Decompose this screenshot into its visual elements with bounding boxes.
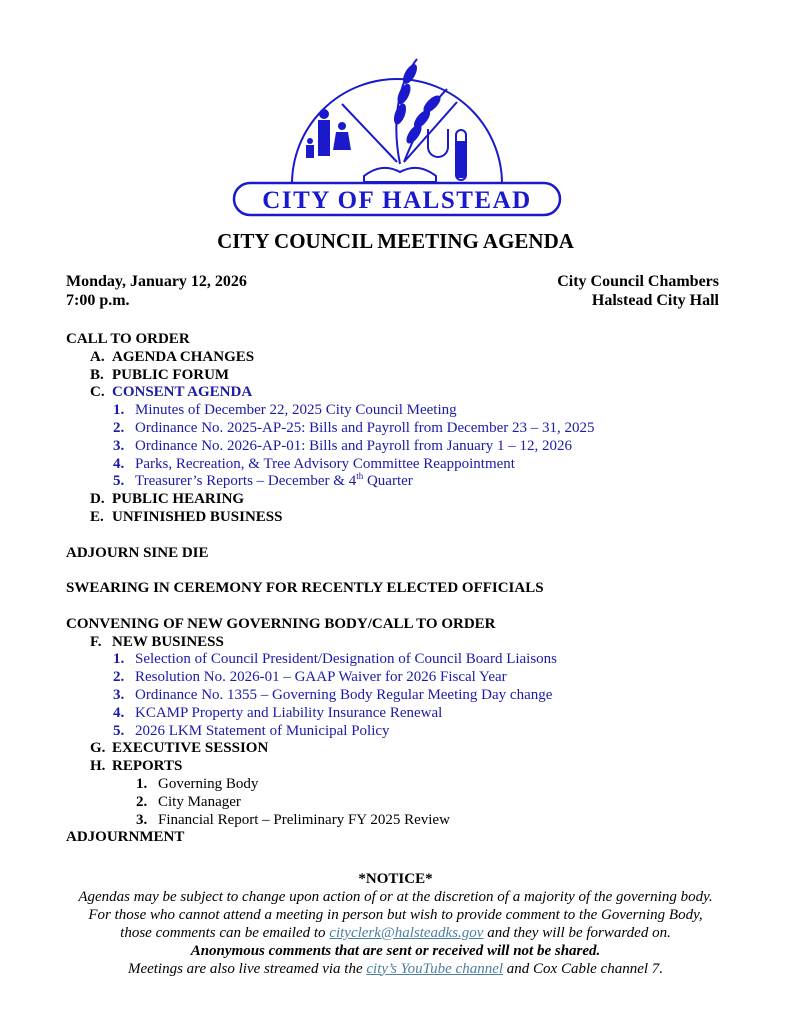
agenda-item-c: C. CONSENT AGENDA bbox=[90, 384, 253, 401]
lab-icon bbox=[428, 129, 466, 180]
call-to-order: CALL TO ORDER bbox=[66, 331, 190, 347]
agenda-item-d: D. PUBLIC HEARING bbox=[90, 491, 245, 508]
meeting-date: Monday, January 12, 2026 bbox=[66, 273, 247, 290]
notice-line: those comments can be emailed to cityclerk@halsteadks.gov and they will be forwarded on. bbox=[120, 924, 671, 941]
report-item: 3. Financial Report – Preliminary FY 2025 Review bbox=[136, 811, 450, 828]
consent-item: 3. Ordinance No. 2026-AP-01: Bills and Payroll from January 1 – 12, 2026 bbox=[113, 437, 573, 454]
agenda-list bbox=[66, 331, 766, 847]
meeting-time: 7:00 p.m. bbox=[66, 292, 130, 309]
new-business-item: 1. Selection of Council President/Designation of Council Board Liaisons bbox=[113, 651, 558, 668]
agenda-item-a: A. AGENDA CHANGES bbox=[90, 348, 255, 365]
consent-item: 2. Ordinance No. 2025-AP-25: Bills and Payroll from December 23 – 31, 2025 bbox=[113, 419, 595, 436]
consent-item: 1. Minutes of December 22, 2025 City Council Meeting bbox=[113, 402, 457, 419]
report-item: 2. City Manager bbox=[136, 793, 241, 810]
notice-line: Anonymous comments that are sent or received will not be shared. bbox=[190, 942, 601, 959]
agenda-item-h: H. REPORTS bbox=[90, 758, 183, 775]
adjourn-sine-die: ADJOURN SINE DIE bbox=[66, 544, 209, 561]
youtube-link[interactable]: city’s YouTube channel bbox=[366, 960, 504, 977]
family-icon bbox=[306, 109, 351, 158]
adjournment: ADJOURNMENT bbox=[66, 829, 185, 846]
new-business-item: 3. Ordinance No. 1355 – Governing Body Regular Meeting Day change bbox=[113, 686, 553, 703]
notice-heading: *NOTICE* bbox=[358, 871, 433, 887]
logo-banner bbox=[234, 183, 560, 215]
agenda-item-e: E. UNFINISHED BUSINESS bbox=[90, 508, 283, 525]
meeting-location: City Council Chambers bbox=[557, 273, 719, 290]
convening: CONVENING OF NEW GOVERNING BODY/CALL TO ORDER bbox=[66, 615, 496, 632]
wheat-icon bbox=[392, 62, 444, 146]
report-item: 1. Governing Body bbox=[136, 775, 259, 792]
email-link[interactable]: cityclerk@halsteadks.gov bbox=[329, 924, 484, 941]
agenda-item-b: B. PUBLIC FORUM bbox=[90, 366, 230, 383]
notice-line: For those who cannot attend a meeting in person but wish to provide comment to the Governing Body, bbox=[88, 906, 703, 923]
agenda-item-g: G. EXECUTIVE SESSION bbox=[90, 740, 269, 757]
consent-item: 5. Treasurer’s Reports – December & 4th Quarter bbox=[113, 471, 413, 490]
notice bbox=[0, 871, 791, 978]
new-business-item: 2. Resolution No. 2026-01 – GAAP Waiver for 2026 Fiscal Year bbox=[113, 669, 507, 686]
new-business-item: 4. KCAMP Property and Liability Insurance Renewal bbox=[113, 704, 443, 721]
city-logo bbox=[232, 44, 562, 218]
notice-line: Agendas may be subject to change upon action of or at the discretion of a majority of the governing body. bbox=[78, 888, 713, 905]
svg-text:CITY OF HALSTEAD: CITY OF HALSTEAD bbox=[262, 187, 532, 214]
page-title: CITY COUNCIL MEETING AGENDA bbox=[217, 229, 574, 253]
notice-line: Meetings are also live streamed via the city’s YouTube channel and Cox Cable channel 7. bbox=[127, 960, 664, 977]
new-business-item: 5. 2026 LKM Statement of Municipal Policy bbox=[113, 722, 390, 739]
meeting-building: Halstead City Hall bbox=[591, 292, 719, 309]
book-icon bbox=[364, 168, 436, 182]
consent-item: 4. Parks, Recreation, & Tree Advisory Committee Reappointment bbox=[113, 455, 515, 472]
agenda-item-f: F. NEW BUSINESS bbox=[90, 633, 224, 650]
swearing-in: SWEARING IN CEREMONY FOR RECENTLY ELECTED OFFICIALS bbox=[66, 580, 544, 597]
